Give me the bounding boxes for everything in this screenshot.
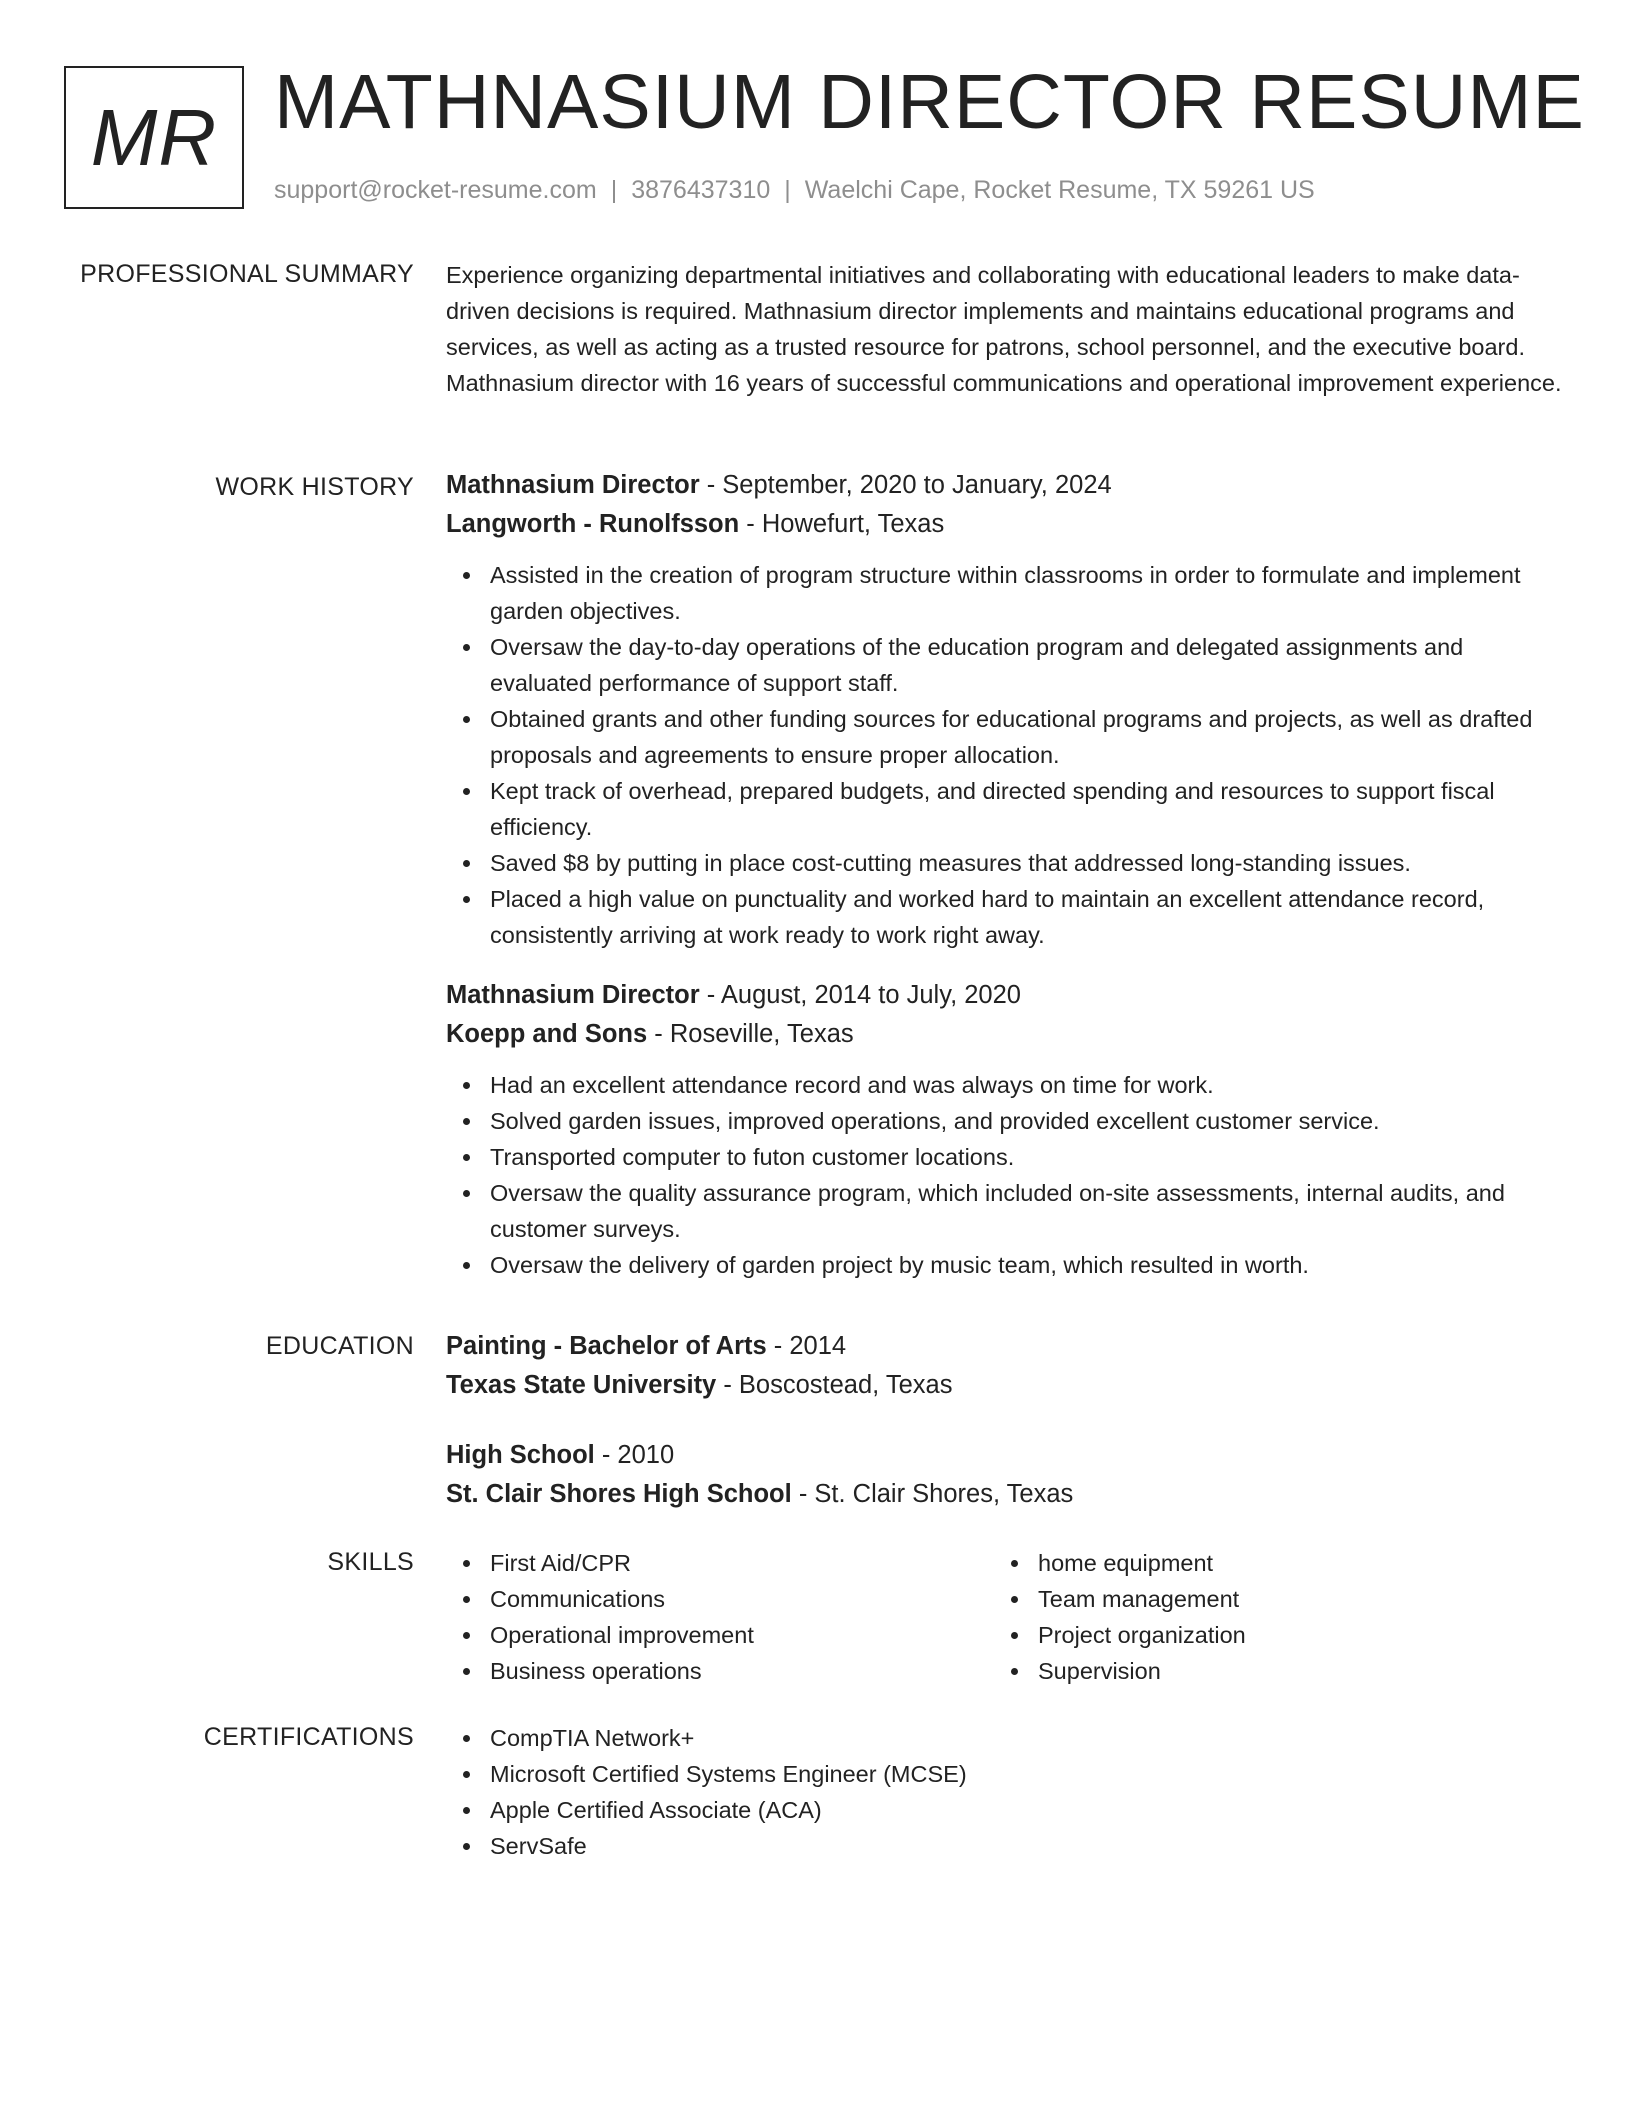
skill-item: Team management xyxy=(994,1581,1542,1617)
contact-address: Waelchi Cape, Rocket Resume, TX 59261 US xyxy=(804,176,1315,204)
certification-item: Apple Certified Associate (ACA) xyxy=(446,1792,1566,1828)
education-location: - Boscostead, Texas xyxy=(716,1371,953,1399)
skill-item: Operational improvement xyxy=(446,1617,994,1653)
education-degree-line xyxy=(446,1327,1566,1366)
education-school-line xyxy=(446,1475,1566,1514)
contact-phone: 3876437310 xyxy=(631,176,771,204)
job-bullet: Oversaw the day-to-day operations of the education program and delegated assignments and evaluated performance of support staff. xyxy=(446,629,1566,701)
section-heading-certifications: CERTIFICATIONS xyxy=(203,1723,414,1751)
job-bullets xyxy=(446,557,1566,953)
certification-item: Microsoft Certified Systems Engineer (MCSE) xyxy=(446,1756,1566,1792)
education-degree-line xyxy=(446,1436,1566,1475)
job-bullet: Kept track of overhead, prepared budgets, and directed spending and resources to support fiscal efficiency. xyxy=(446,773,1566,845)
job-bullet: Oversaw the delivery of garden project by music team, which resulted in worth. xyxy=(446,1247,1566,1283)
contact-line xyxy=(274,174,1315,206)
job-company-line xyxy=(446,1015,1566,1054)
section-heading-skills: SKILLS xyxy=(327,1548,414,1576)
skill-item: Communications xyxy=(446,1581,994,1617)
job-bullet: Transported computer to futon customer locations. xyxy=(446,1139,1566,1175)
job-entry xyxy=(446,976,1566,1283)
job-bullets xyxy=(446,1067,1566,1283)
education-school: St. Clair Shores High School xyxy=(446,1480,792,1508)
job-bullet: Had an excellent attendance record and was always on time for work. xyxy=(446,1067,1566,1103)
section-heading-work-history: WORK HISTORY xyxy=(215,473,414,501)
education-year: - 2010 xyxy=(594,1441,675,1469)
job-company: Langworth - Runolfsson xyxy=(446,510,740,538)
job-company-line xyxy=(446,505,1566,544)
resume-title: MATHNASIUM DIRECTOR RESUME xyxy=(274,59,1585,145)
skill-item: Business operations xyxy=(446,1653,994,1689)
job-title: Mathnasium Director xyxy=(446,981,700,1009)
contact-separator: | xyxy=(784,176,791,204)
education-school: Texas State University xyxy=(446,1371,717,1399)
section-heading-education: EDUCATION xyxy=(265,1332,414,1360)
education-entry xyxy=(446,1436,1566,1514)
job-bullet: Obtained grants and other funding sources for educational programs and projects, as well as drafted proposals and agreements to ensure proper allocation. xyxy=(446,701,1566,773)
skill-item: First Aid/CPR xyxy=(446,1545,994,1581)
monogram-text: MR xyxy=(90,92,218,182)
job-title: Mathnasium Director xyxy=(446,471,700,499)
job-location: - Howefurt, Texas xyxy=(739,510,945,538)
job-entry xyxy=(446,466,1566,953)
skill-item: Supervision xyxy=(994,1653,1542,1689)
job-dates: - August, 2014 to July, 2020 xyxy=(699,981,1021,1009)
certifications-list xyxy=(446,1720,1566,1864)
skill-item: home equipment xyxy=(994,1545,1542,1581)
job-bullet: Placed a high value on punctuality and worked hard to maintain an excellent attendance record, consistently arriving at work ready to work right away. xyxy=(446,881,1566,953)
summary-text: Experience organizing departmental initiatives and collaborating with educational leaders to make data-driven decisions is required. Mathnasium director implements and maintains educational programs and services, as well as acting as a trusted resource for patrons, school personnel, and the executive board. Mathnasium director with 16 years of successful communications and operational improvement experience. xyxy=(446,262,1562,396)
job-title-line xyxy=(446,976,1566,1015)
contact-email: support@rocket-resume.com xyxy=(274,176,597,204)
education-school-line xyxy=(446,1366,1566,1405)
job-company: Koepp and Sons xyxy=(446,1020,648,1048)
education-year: - 2014 xyxy=(766,1332,847,1360)
section-heading-summary: PROFESSIONAL SUMMARY xyxy=(80,260,414,288)
certification-item: ServSafe xyxy=(446,1828,1566,1864)
skills-column-right xyxy=(994,1545,1542,1689)
education-entry xyxy=(446,1327,1566,1405)
job-title-line xyxy=(446,466,1566,505)
education-degree: Painting - Bachelor of Arts xyxy=(446,1332,767,1360)
job-bullet: Saved $8 by putting in place cost-cutting measures that addressed long-standing issues. xyxy=(446,845,1566,881)
job-dates: - September, 2020 to January, 2024 xyxy=(699,471,1112,499)
monogram-logo xyxy=(64,66,244,209)
contact-separator: | xyxy=(610,176,618,204)
job-bullet: Oversaw the quality assurance program, which included on-site assessments, internal audits, and customer surveys. xyxy=(446,1175,1566,1247)
certification-item: CompTIA Network+ xyxy=(446,1720,1566,1756)
job-bullet: Assisted in the creation of program structure within classrooms in order to formulate and implement garden objectives. xyxy=(446,557,1566,629)
skills-column-left xyxy=(446,1545,994,1689)
education-degree: High School xyxy=(446,1441,595,1469)
skill-item: Project organization xyxy=(994,1617,1542,1653)
education-location: - St. Clair Shores, Texas xyxy=(791,1480,1074,1508)
job-bullet: Solved garden issues, improved operations, and provided excellent customer service. xyxy=(446,1103,1566,1139)
skills-grid xyxy=(446,1545,1566,1689)
job-location: - Roseville, Texas xyxy=(647,1020,854,1048)
